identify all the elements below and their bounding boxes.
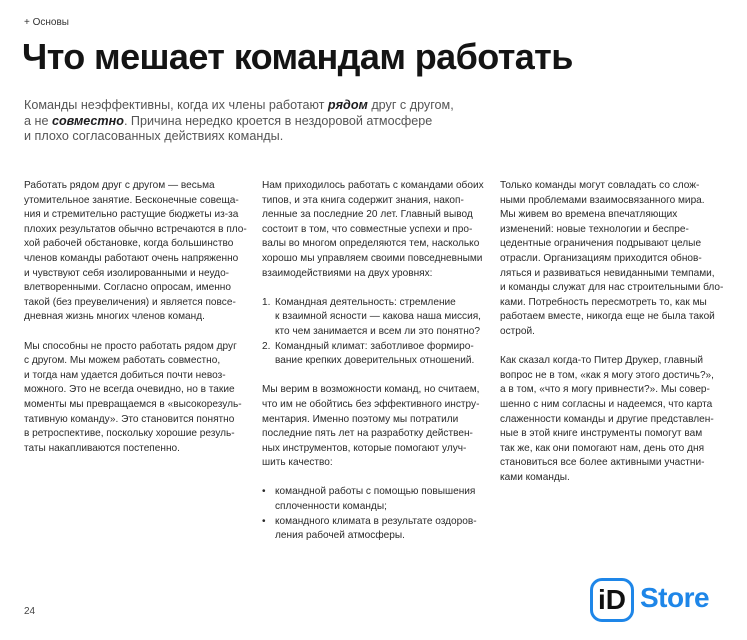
text-line: таты накапливаются постепенно. (24, 442, 180, 454)
lead-text: а не (24, 113, 52, 128)
text-line: ных инструментов, которые помогают улуч- (262, 442, 467, 454)
text-line: работаем вместе, никогда еще не была такой (500, 311, 715, 323)
text-line: в ретроспективе, поскольку хорошие резуль- (24, 428, 235, 440)
text-line: моменты мы превращаемся в «высокорезуль- (24, 398, 242, 410)
text-line: Как сказал когда-то Питер Друкер, главный (500, 355, 703, 367)
paragraph (262, 179, 482, 281)
text-line: командной работы с помощью повышения (275, 486, 476, 498)
text-line: ками команды. (500, 471, 570, 483)
text-line: состоит в том, что совместные успехи и про- (262, 223, 473, 235)
lead-text: друг с другом, (367, 98, 454, 112)
paragraph (24, 340, 244, 457)
logo-text: Store (640, 582, 710, 613)
paragraph-gap (262, 281, 482, 296)
column-1 (24, 179, 247, 456)
text-line: цедентные ограничения подрывают целые (500, 238, 702, 250)
text-line: слаженности команды и другие представлен- (500, 413, 714, 425)
text-line: шить качество: (262, 457, 333, 469)
text-line: ными проблемами взаимосвязанного мира. (500, 194, 705, 206)
logo-mark: iD (590, 578, 634, 622)
paragraph-gap (500, 340, 720, 355)
page-title: Что мешает командам работать (22, 36, 573, 77)
text-line: что им не обойтись без эффективного инстру- (262, 398, 480, 410)
text-line: вание крепких доверительных отношений. (275, 355, 475, 367)
text-line: Мы живем во времена впечатляющих (500, 209, 678, 221)
text-line: утомительное занятие. Бесконечные совеща- (24, 194, 239, 206)
numbered-list (262, 296, 482, 369)
text-line: и тогда нам удается добиться почти невоз- (24, 369, 226, 381)
bullet-list (262, 485, 482, 543)
lead-emphasis: совместно (51, 113, 124, 128)
text-line: кто чем занимается и всем ли это понятно? (275, 325, 481, 337)
bullet-icon: • (262, 486, 266, 498)
text-line: так же, как они помогают нам, день ото дня (500, 442, 705, 454)
text-line: членов команды работают очень напряженно (24, 252, 239, 264)
paragraph (500, 354, 720, 485)
bullet-icon: • (262, 515, 266, 527)
text-line: ления рабочей атмосферы. (275, 530, 405, 542)
text-line: командного климата в результате оздоров- (275, 515, 477, 527)
column-3 (500, 179, 724, 485)
text-line: ментария. Именно поэтому мы потратили (262, 413, 459, 425)
lead-line (24, 98, 464, 114)
text-line: типов, и эта книга содержит знания, накоп- (262, 194, 464, 206)
list-item (262, 515, 482, 544)
text-line: становиться все более активными участни- (500, 457, 705, 469)
text-line: Работать рядом друг с другом — весьма (24, 180, 215, 191)
text-line: тативную команду». Это становится понятно (24, 413, 235, 425)
text-line: ния и стремительно растущие бюджеты из-за (24, 209, 239, 221)
breadcrumb: + Основы (24, 17, 69, 28)
list-marker: 2. (262, 340, 271, 352)
list-item (262, 340, 482, 369)
text-line: ляться и развиваться невиданными темпами, (500, 267, 715, 279)
text-line: хорошо мы управляем своими повседневными (262, 252, 483, 264)
paragraph (262, 383, 482, 471)
text-line: взаимодействиями на двух уровнях: (262, 267, 433, 279)
paragraph-gap (262, 369, 482, 384)
text-line: ками. Потребность пересмотреть то, как мы (500, 296, 707, 308)
text-line: влетворенными. Согласно опросам, именно (24, 282, 231, 294)
lead-text: Команды неэффективны, когда их члены работают (24, 98, 328, 112)
page-number: 24 (24, 606, 36, 617)
text-line: ные в этой книге инструменты помогут вам (500, 428, 703, 440)
text-line: Нам приходилось работать с командами обоих (262, 180, 484, 191)
text-line: дневная жизнь многих членов команд. (24, 311, 205, 323)
text-line: а в том, «что я могу привнести?». Мы совер- (500, 384, 710, 396)
list-item (262, 485, 482, 514)
list-item (262, 296, 482, 340)
lead-line: и плохо согласованных действиях команды. (24, 129, 284, 144)
text-line: ленные за последние 20 лет. Главный вывод (262, 209, 473, 221)
paragraph-gap (262, 471, 482, 486)
lead-text: . Причина нередко кроется в нездоровой атмосфере (123, 113, 433, 128)
text-line: и чувствуют себя изолированными и неудо- (24, 267, 230, 279)
lead-emphasis: рядом (327, 98, 368, 112)
lead-paragraph (24, 98, 464, 145)
text-line: к взаимной ясности — какова наша миссия, (275, 311, 481, 323)
text-line: сплоченности команды; (275, 501, 387, 513)
text-line: с другом. Мы можем работать совместно, (24, 355, 221, 367)
text-line: валы во многом определяются тем, насколько (262, 238, 480, 250)
text-line: острой. (500, 325, 535, 337)
text-line: плохих результатов обычно встречаются в пло- (24, 223, 247, 235)
text-line: и команды служат для нас строительными бло- (500, 282, 724, 294)
text-line: такой (без преувеличения) и является повсе- (24, 296, 236, 308)
lead-line (24, 114, 464, 130)
column-2 (262, 179, 482, 544)
text-line: изменений: новые технологии и беспре- (500, 223, 689, 235)
text-line: отрасли. Организациям приходится обнов- (500, 252, 702, 264)
text-line: хой рабочей обстановке, когда большинство (24, 238, 234, 250)
text-line: Мы верим в возможности команд, но считаем, (262, 384, 480, 396)
store-logo (590, 578, 730, 622)
text-line: Только команды могут совладать со слож- (500, 180, 700, 191)
text-line: Командный климат: заботливое формиро- (275, 340, 474, 352)
text-line: последние пять лет на разработку действен- (262, 428, 473, 440)
text-line: шенно с ним согласны и надеемся, что карта (500, 398, 713, 410)
text-line: можного. Это не всегда очевидно, но в такие (24, 384, 235, 396)
list-marker: 1. (262, 296, 271, 308)
paragraph-gap (24, 325, 244, 340)
text-line: Мы способны не просто работать рядом друг (24, 340, 237, 352)
paragraph (500, 179, 724, 340)
paragraph (24, 179, 247, 325)
text-line: вопрос не в том, «как я могу этого достичь?», (500, 369, 714, 381)
text-line: Командная деятельность: стремление (275, 296, 456, 308)
